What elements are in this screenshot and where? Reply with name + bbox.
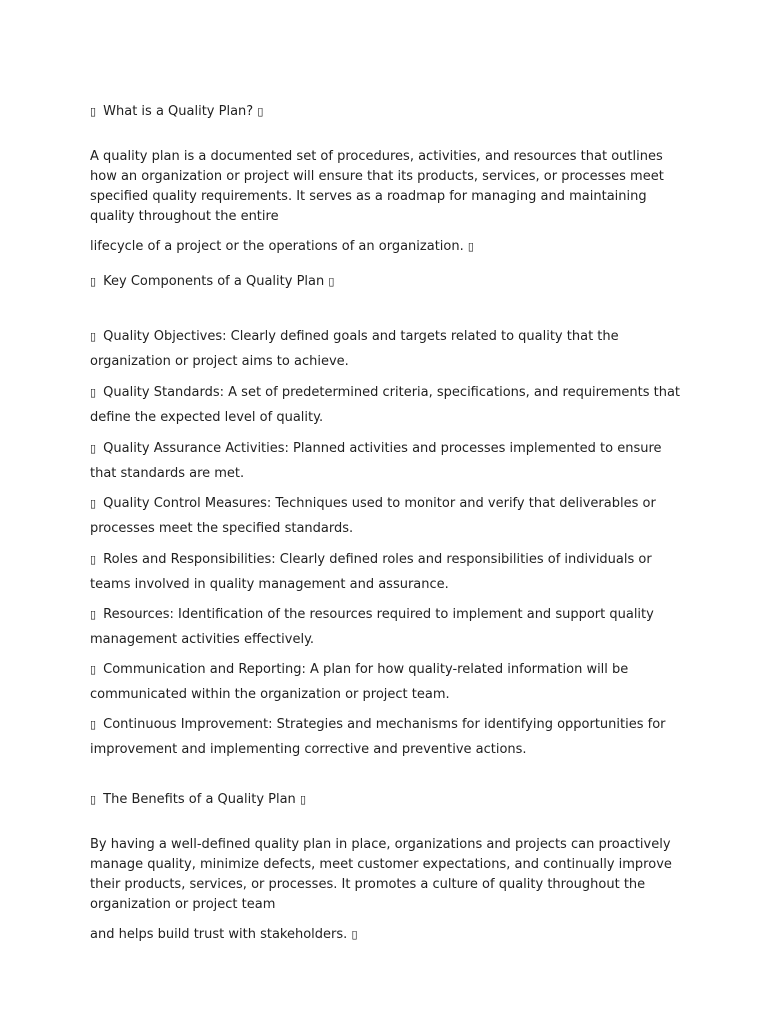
list-item — [90, 657, 690, 707]
list-item — [90, 324, 690, 374]
list-item-text: Quality Control Measures: Techniques used to monitor and verify that deliverables or processes meet the specified standards. — [90, 496, 656, 536]
missing-glyph-icon: ▯ — [90, 553, 97, 566]
section-heading-what-is — [90, 103, 266, 121]
list-item-text: Continuous Improvement: Strategies and mechanisms for identifying opportunities for improvement and implementing corrective and preventive actions. — [90, 717, 666, 757]
heading-text: Key Components of a Quality Plan — [103, 274, 325, 289]
missing-glyph-icon: ▯ — [90, 718, 97, 731]
missing-glyph-icon: ▯ — [257, 105, 264, 118]
section-heading-benefits — [90, 791, 309, 809]
missing-glyph-icon: ▯ — [351, 928, 358, 941]
missing-glyph-icon: ▯ — [299, 793, 307, 806]
missing-glyph-icon: ▯ — [90, 442, 97, 455]
heading-text: What is a Quality Plan? — [103, 104, 254, 119]
missing-glyph-icon: ▯ — [328, 275, 335, 288]
missing-glyph-icon: ▯ — [90, 275, 97, 288]
paragraph-tail-text: and helps build trust with stakeholders. — [90, 927, 348, 942]
heading-text: The Benefits of a Quality Plan — [103, 792, 296, 807]
paragraph-text: By having a well-defined quality plan in place, organizations and projects can proactively manage quality, minimize defects, meet customer expectations, and continually improve their products, services, or processes. It promotes a culture of quality throughout the organization or project team — [90, 837, 672, 912]
paragraph-tail — [90, 925, 686, 945]
paragraph-text: A quality plan is a documented set of procedures, activities, and resources that outlines how an organization or project will ensure that its products, services, or processes meet specified quality requirements. It serves as a roadmap for managing and maintaining quality throughout the entire — [90, 149, 664, 224]
list-item — [90, 547, 690, 597]
section-paragraph-benefits — [90, 835, 686, 945]
missing-glyph-icon: ▯ — [467, 240, 474, 253]
list-item-text: Quality Objectives: Clearly defined goals and targets related to quality that the organization or project aims to achieve. — [90, 329, 619, 369]
list-item-text: Communication and Reporting: A plan for how quality-related information will be communicated within the organization or project team. — [90, 662, 629, 702]
list-item — [90, 380, 690, 430]
list-item-text: Roles and Responsibilities: Clearly defined roles and responsibilities of individuals or teams involved in quality management and assurance. — [90, 552, 652, 592]
section-paragraph-what-is — [90, 147, 686, 257]
missing-glyph-icon: ▯ — [90, 793, 97, 806]
missing-glyph-icon: ▯ — [90, 330, 97, 343]
list-item — [90, 491, 690, 541]
list-item-text: Quality Assurance Activities: Planned activities and processes implemented to ensure that standards are met. — [90, 441, 662, 481]
list-item-text: Quality Standards: A set of predetermined criteria, specifications, and requirements that define the expected level of quality. — [90, 385, 681, 425]
list-item-text: Resources: Identification of the resources required to implement and support quality management activities effectively. — [90, 607, 654, 647]
missing-glyph-icon: ▯ — [90, 608, 97, 621]
list-item — [90, 712, 690, 762]
list-item — [90, 602, 690, 652]
section-heading-key-components — [90, 273, 337, 291]
list-item — [90, 436, 690, 486]
missing-glyph-icon: ▯ — [90, 105, 97, 118]
missing-glyph-icon: ▯ — [90, 663, 97, 676]
missing-glyph-icon: ▯ — [90, 386, 97, 399]
paragraph-tail — [90, 237, 686, 257]
paragraph-tail-text: lifecycle of a project or the operations of an organization. — [90, 239, 464, 254]
missing-glyph-icon: ▯ — [90, 497, 97, 510]
